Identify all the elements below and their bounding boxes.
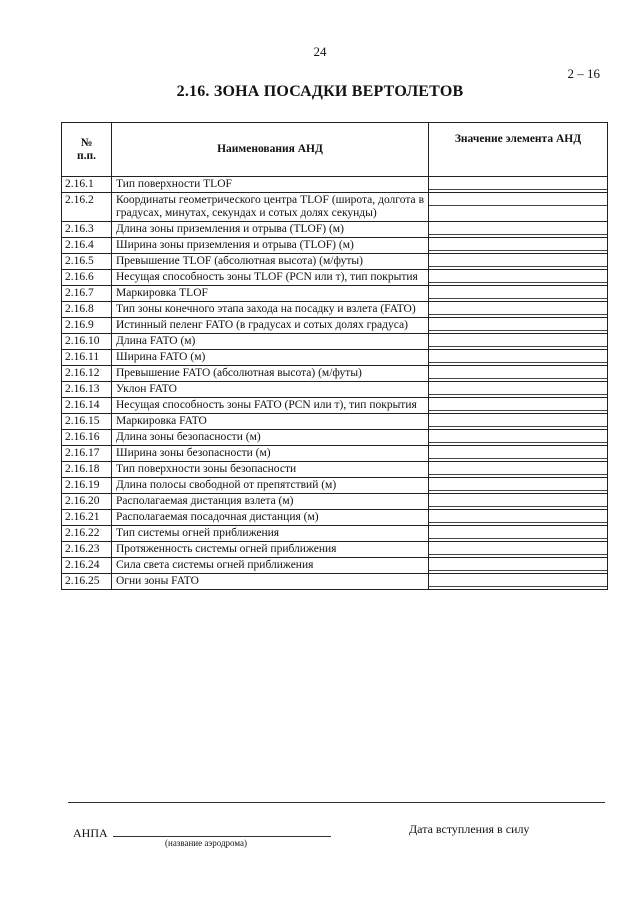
row-value [429, 494, 608, 510]
table-row [62, 222, 608, 238]
table-row [62, 302, 608, 318]
table-row [62, 446, 608, 462]
row-name: Маркировка FATO [112, 414, 429, 430]
row-value-field [429, 542, 607, 555]
row-number: 2.16.13 [62, 382, 112, 398]
table-row [62, 177, 608, 193]
row-number: 2.16.11 [62, 350, 112, 366]
table-row [62, 414, 608, 430]
row-value [429, 382, 608, 398]
row-value [429, 398, 608, 414]
row-name: Длина зоны безопасности (м) [112, 430, 429, 446]
row-name: Истинный пеленг FATO (в градусах и сотых долях градуса) [112, 318, 429, 334]
row-name: Длина полосы свободной от препятствий (м) [112, 478, 429, 494]
table-row [62, 318, 608, 334]
row-number: 2.16.7 [62, 286, 112, 302]
row-value [429, 222, 608, 238]
row-name: Тип поверхности зоны безопасности [112, 462, 429, 478]
row-name: Тип системы огней приближения [112, 526, 429, 542]
row-value [429, 446, 608, 462]
row-number: 2.16.3 [62, 222, 112, 238]
row-value-field [429, 414, 607, 427]
footer-divider [68, 802, 605, 803]
row-value-field [429, 270, 607, 283]
row-value-field [429, 177, 607, 190]
row-number: 2.16.20 [62, 494, 112, 510]
row-name: Несущая способность зоны TLOF (PCN или т), тип покрытия [112, 270, 429, 286]
row-value [429, 334, 608, 350]
row-value-field [429, 254, 607, 267]
aerodrome-caption: (название аэродрома) [165, 838, 247, 848]
row-number: 2.16.4 [62, 238, 112, 254]
row-name: Уклон FATO [112, 382, 429, 398]
row-value-field [429, 558, 607, 571]
row-number: 2.16.2 [62, 193, 112, 222]
table-row [62, 398, 608, 414]
row-value-field [429, 222, 607, 235]
table-row [62, 510, 608, 526]
row-number: 2.16.22 [62, 526, 112, 542]
header-num-sign: № [80, 136, 93, 149]
row-value [429, 430, 608, 446]
row-number: 2.16.21 [62, 510, 112, 526]
row-value-field [429, 302, 607, 315]
row-number: 2.16.8 [62, 302, 112, 318]
table-row [62, 462, 608, 478]
row-number: 2.16.16 [62, 430, 112, 446]
row-value-field [429, 526, 607, 539]
row-value-field [429, 446, 607, 459]
row-value [429, 193, 608, 222]
row-name: Ширина зоны приземления и отрыва (TLOF) (м) [112, 238, 429, 254]
table-row [62, 382, 608, 398]
row-value-field [429, 430, 607, 443]
row-number: 2.16.18 [62, 462, 112, 478]
row-value [429, 366, 608, 382]
row-name: Располагаемая дистанция взлета (м) [112, 494, 429, 510]
row-value [429, 542, 608, 558]
effective-date-label: Дата вступления в силу [409, 822, 530, 836]
table-row [62, 478, 608, 494]
row-value-field [429, 462, 607, 475]
table-row [62, 270, 608, 286]
row-number: 2.16.10 [62, 334, 112, 350]
row-name: Превышение TLOF (абсолютная высота) (м/футы) [112, 254, 429, 270]
table-row [62, 494, 608, 510]
table-row [62, 366, 608, 382]
row-value-field [429, 398, 607, 411]
row-name: Несущая способность зоны FATO (PCN или т), тип покрытия [112, 398, 429, 414]
table-row [62, 238, 608, 254]
row-value [429, 462, 608, 478]
row-value [429, 254, 608, 270]
row-value [429, 574, 608, 590]
row-number: 2.16.24 [62, 558, 112, 574]
header-num-abbr: п.п. [76, 149, 96, 162]
table-row [62, 542, 608, 558]
row-value [429, 510, 608, 526]
row-number: 2.16.1 [62, 177, 112, 193]
row-name: Протяженность системы огней приближения [112, 542, 429, 558]
row-value [429, 318, 608, 334]
table-row [62, 350, 608, 366]
row-name: Сила света системы огней приближения [112, 558, 429, 574]
row-number: 2.16.15 [62, 414, 112, 430]
row-name: Длина зоны приземления и отрыва (TLOF) (м) [112, 222, 429, 238]
row-number: 2.16.14 [62, 398, 112, 414]
page-title: 2.16. ЗОНА ПОСАДКИ ВЕРТОЛЕТОВ [176, 83, 464, 100]
table-header-row [62, 123, 608, 177]
row-value [429, 270, 608, 286]
row-name: Ширина зоны безопасности (м) [112, 446, 429, 462]
anpa-label: АНПА [73, 826, 108, 840]
row-value [429, 478, 608, 494]
row-name: Огни зоны FATO [112, 574, 429, 590]
row-number: 2.16.23 [62, 542, 112, 558]
header-num [62, 123, 112, 177]
row-name: Тип поверхности TLOF [112, 177, 429, 193]
row-name: Координаты геометрического центра TLOF (широта, долгота в градусах, минутах, секундах и сотых долях секунды) [112, 193, 429, 222]
row-number: 2.16.9 [62, 318, 112, 334]
row-name: Превышение FATO (абсолютная высота) (м/футы) [112, 366, 429, 382]
row-value-field [429, 318, 607, 331]
row-value-field [429, 366, 607, 379]
row-number: 2.16.17 [62, 446, 112, 462]
row-value-field [429, 494, 607, 507]
table-row [62, 286, 608, 302]
row-value [429, 526, 608, 542]
row-value [429, 302, 608, 318]
row-value-field [429, 510, 607, 523]
row-name: Ширина FATO (м) [112, 350, 429, 366]
row-value-field [429, 334, 607, 347]
table-row [62, 430, 608, 446]
row-value-field [429, 574, 607, 587]
table-row [62, 558, 608, 574]
row-value [429, 350, 608, 366]
page-number: 24 [313, 44, 327, 59]
table-row [62, 574, 608, 590]
row-value [429, 414, 608, 430]
row-name: Маркировка TLOF [112, 286, 429, 302]
table-row [62, 526, 608, 542]
row-name: Располагаемая посадочная дистанция (м) [112, 510, 429, 526]
row-value [429, 558, 608, 574]
row-number: 2.16.12 [62, 366, 112, 382]
header-name: Наименования АНД [112, 123, 429, 177]
section-code: 2 – 16 [567, 66, 600, 81]
row-number: 2.16.19 [62, 478, 112, 494]
row-value-field [429, 350, 607, 363]
row-value-field [429, 478, 607, 491]
row-number: 2.16.5 [62, 254, 112, 270]
and-table [61, 122, 608, 590]
table-row [62, 193, 608, 222]
row-name: Длина FATO (м) [112, 334, 429, 350]
header-value: Значение элемента АНД [429, 123, 608, 177]
aerodrome-name-field [113, 836, 331, 837]
row-value-field [429, 382, 607, 395]
table-row [62, 254, 608, 270]
row-number: 2.16.25 [62, 574, 112, 590]
row-value [429, 177, 608, 193]
row-value [429, 238, 608, 254]
row-value [429, 286, 608, 302]
row-value-field [429, 193, 607, 206]
row-value-field [429, 286, 607, 299]
row-value-field [429, 238, 607, 251]
row-name: Тип зоны конечного этапа захода на посадку и взлета (FATO) [112, 302, 429, 318]
table-row [62, 334, 608, 350]
row-number: 2.16.6 [62, 270, 112, 286]
